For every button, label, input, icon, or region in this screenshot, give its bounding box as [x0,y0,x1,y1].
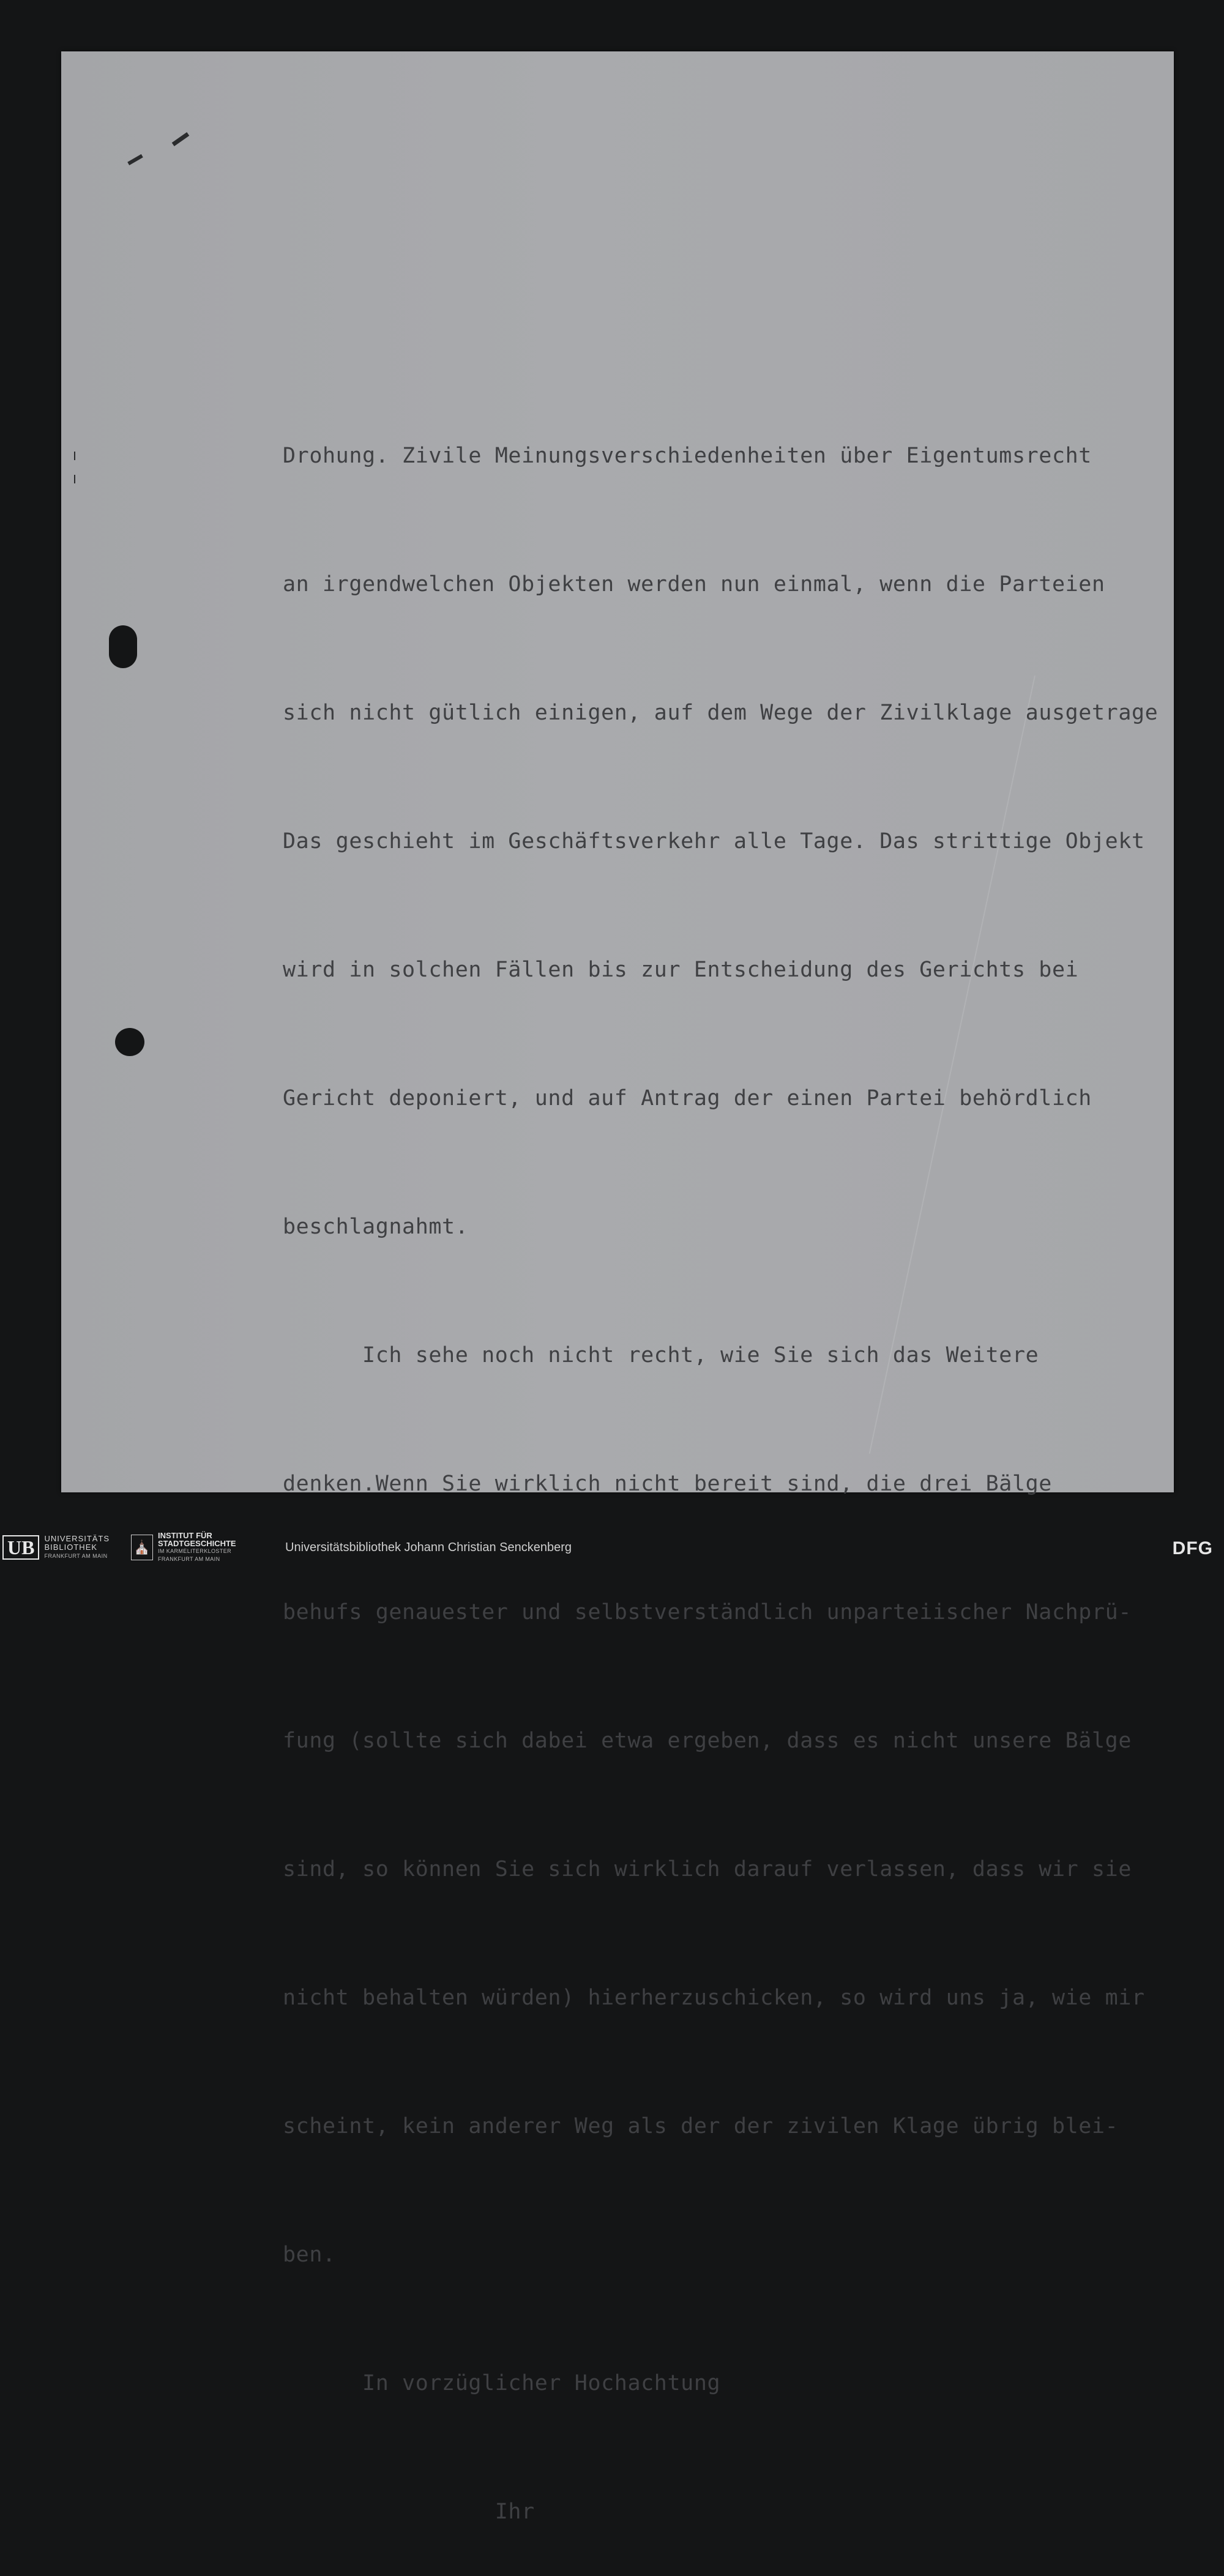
letter-line: an irgendwelchen Objekten werden nun einmal, wenn die Parteien [283,572,1105,597]
closing-line: In vorzüglicher Hochachtung [283,2371,721,2395]
punch-hole-upper [109,625,137,668]
ub-logo[interactable] [2,1535,110,1560]
isg-logo-line: FRANKFURT AM MAIN [158,1556,220,1562]
letter-line: sich nicht gütlich einigen, auf dem Wege der Zivilklage ausgetrage [283,701,1159,725]
isg-logo-line: INSTITUT FÜR [158,1531,212,1540]
ub-logo-mark: UB [2,1535,39,1560]
letter-line: fung (sollte sich dabei etwa ergeben, dass es nicht unsere Bälge [283,1729,1132,1753]
footer-title: Universitätsbibliothek Johann Christian Senckenberg [285,1541,572,1554]
letter-line: ben. [283,2243,336,2267]
footer-bar [0,1530,1224,1568]
ub-logo-line: BIBLIOTHEK [44,1543,98,1552]
isg-logo-line: IM KARMELITERKLOSTER [158,1548,232,1554]
letter-body [283,349,1158,2576]
isg-logo-line: STADTGESCHICHTE [158,1539,236,1548]
margin-mark [74,475,75,483]
letter-line: beschlagnahmt. [283,1215,469,1239]
isg-emblem-icon: ⛪ [131,1535,153,1560]
letter-line: Ich sehe noch nicht recht, wie Sie sich das Weitere [283,1343,1039,1368]
letter-line: sind, so können Sie sich wirklich darauf verlassen, dass wir sie [283,1857,1132,1882]
letter-line: Drohung. Zivile Meinungsverschiedenheiten über Eigentumsrecht [283,444,1092,468]
letter-line: behufs genauester und selbstverständlich unparteiischer Nachprü- [283,1600,1132,1625]
punch-hole-lower [115,1028,144,1056]
isg-logo[interactable] [131,1531,236,1562]
dfg-logo[interactable]: DFG [1172,1538,1213,1558]
ub-logo-line: UNIVERSITÄTS [44,1534,110,1543]
margin-mark [74,452,75,460]
isg-logo-text [158,1532,236,1563]
letter-line: Gericht deponiert, und auf Antrag der einen Partei behördlich [283,1086,1092,1111]
letter-line: scheint, kein anderer Weg als der der zivilen Klage übrig blei- [283,2114,1119,2139]
signature-line: Ihr [283,2500,535,2524]
letter-line: denken.Wenn Sie wirklich nicht bereit sind, die drei Bälge [283,1472,1052,1496]
letter-line: Das geschieht im Geschäftsverkehr alle Tage. Das strittige Objekt [283,829,1145,854]
letter-line: wird in solchen Fällen bis zur Entscheidung des Gerichts bei [283,958,1079,982]
ub-logo-text [44,1535,110,1560]
letter-line: nicht behalten würden) hierherzuschicken, so wird uns ja, wie mir [283,1986,1145,2010]
ub-logo-line: FRANKFURT AM MAIN [44,1553,108,1559]
